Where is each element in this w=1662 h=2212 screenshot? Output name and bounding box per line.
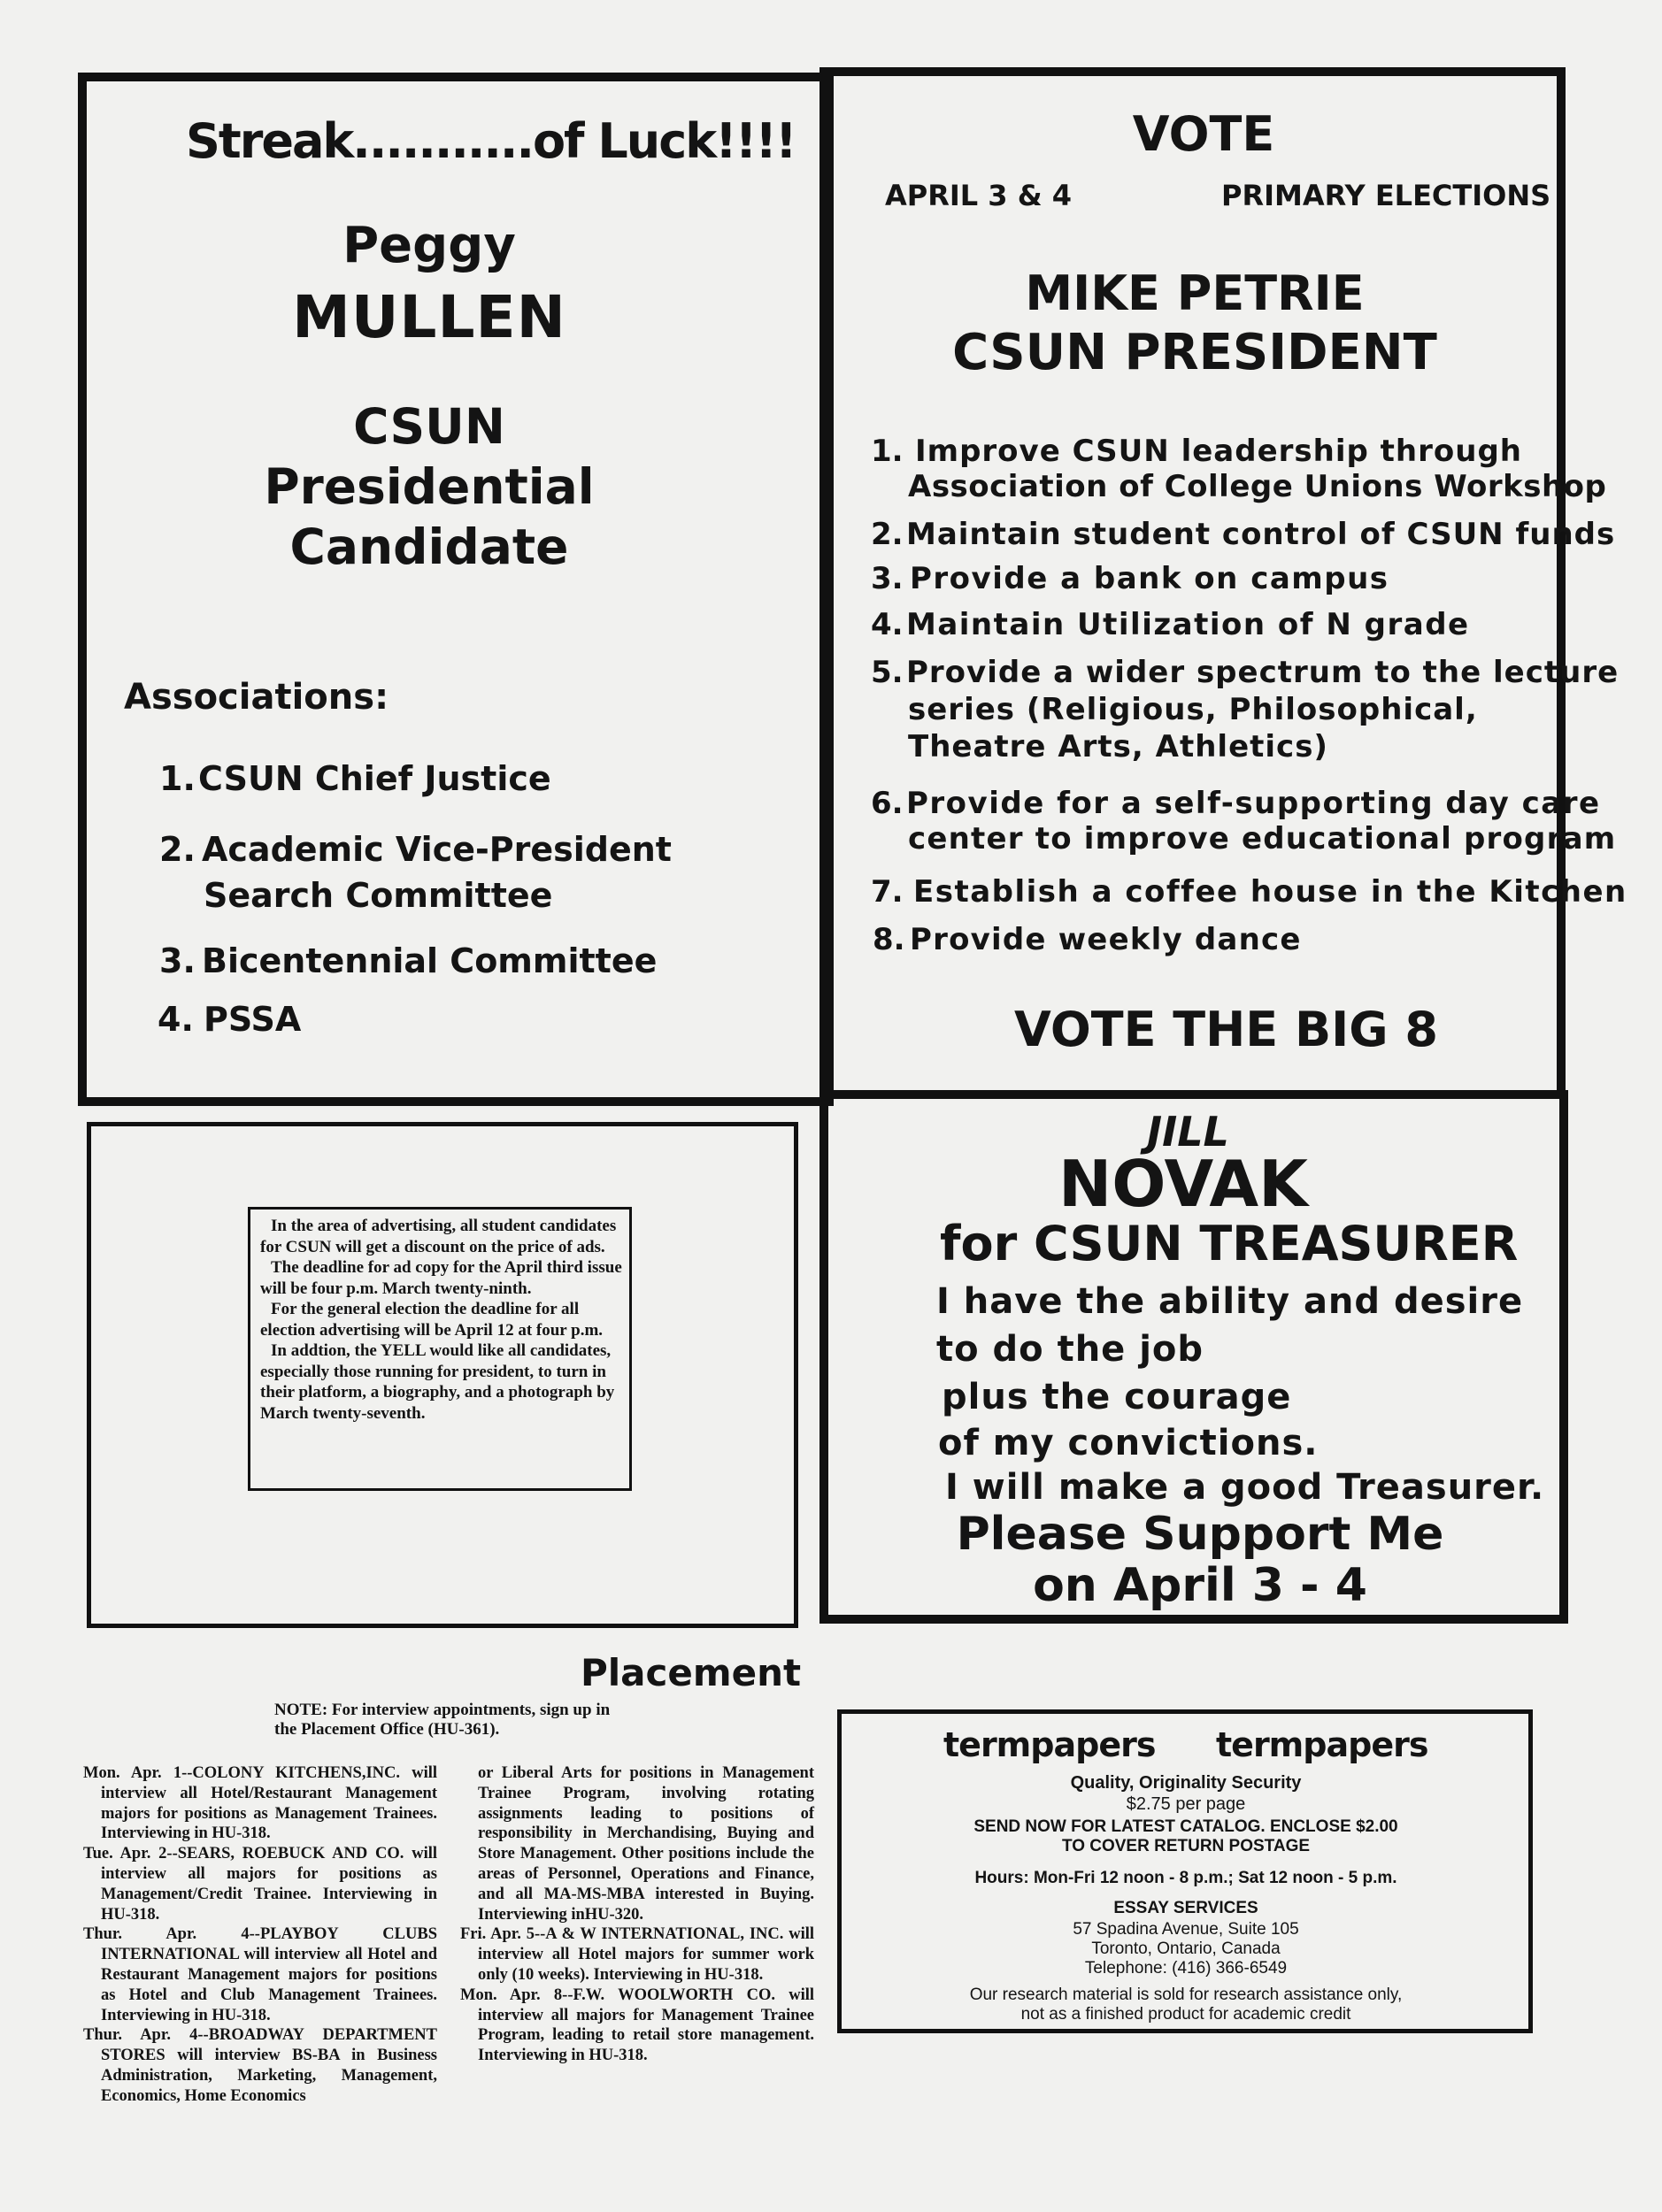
- candidate-name: MIKE PETRIE: [1025, 265, 1365, 321]
- novak-support-line-1: Please Support Me: [956, 1508, 1444, 1561]
- novak-statement-line-2: to do the job: [936, 1329, 1204, 1370]
- placement-listing: Tue. Apr. 2--SEARS, ROEBUCK AND CO. will interview all majors for positions as Management/Credit Trainee. Interviewing in HU-318.: [83, 1845, 437, 1924]
- platform-1-number: 1.: [871, 434, 904, 469]
- termpapers-disclaimer-line-1: Our research material is sold for research assistance only,: [969, 1985, 1403, 2004]
- candidate-office: CSUN PRESIDENT: [952, 324, 1437, 381]
- association-3-number: 3.: [159, 941, 196, 980]
- association-3-text: Bicentennial Committee: [202, 941, 658, 980]
- association-2-text-line-2: Search Committee: [204, 876, 553, 915]
- termpapers-address-line-2: Toronto, Ontario, Canada: [1091, 1939, 1281, 1958]
- peggy-first-name: Peggy: [342, 217, 516, 274]
- termpapers-disclaimer-line-2: not as a finished product for academic credit: [1020, 2005, 1351, 2024]
- peggy-headline: Streak...........of Luck!!!!: [186, 113, 796, 169]
- termpapers-address-line-3: Telephone: (416) 366-6549: [1084, 1959, 1288, 1978]
- novak-statement-line-1: I have the ability and desire: [936, 1281, 1524, 1322]
- associations-heading: Associations:: [124, 677, 389, 718]
- petrie-slogan: VOTE THE BIG 8: [1014, 1002, 1438, 1057]
- placement-column-1: [83, 1763, 437, 2107]
- association-4-text: PSSA: [204, 1000, 302, 1039]
- placement-listing: Mon. Apr. 8--F.W. WOOLWORTH CO. will interview all majors for Management Trainee Program, leading to retail store management. Interviewing in HU-318.: [460, 1985, 814, 2065]
- platform-1-line-1: Improve CSUN leadership through: [915, 434, 1522, 469]
- novak-first-name: JILL: [1147, 1108, 1229, 1156]
- association-1-text: CSUN Chief Justice: [198, 759, 551, 798]
- notice-paragraph-3: For the general election the deadline for all election advertising will be April 12 at four p.m.: [260, 1300, 604, 1340]
- placement-listing: Thur. Apr. 4--BROADWAY DEPARTMENT STORES will interview BS-BA in Business Administration, Marketing, Management, Economics, Home Economics: [83, 2026, 437, 2105]
- platform-2-text: Maintain student control of CSUN funds: [906, 517, 1616, 552]
- placement-listing: or Liberal Arts for positions in Management Trainee Program, involving rotating assignments leading to positions of responsibility in Merchandising, Buying and Store Management. Other positions include the areas of Personnel, Operations and Finance, and all MA-MS-MBA interested in Buying. Interviewing inHU-320.: [478, 1764, 814, 1924]
- platform-6-number: 6.: [871, 786, 904, 821]
- platform-8-number: 8.: [873, 922, 905, 957]
- platform-7-number: 7.: [871, 874, 904, 910]
- termpapers-catalog-line-2: TO COVER RETURN POSTAGE: [1061, 1837, 1311, 1855]
- notice-paragraph-2: The deadline for ad copy for the April third issue will be four p.m. March twenty-ninth.: [260, 1258, 622, 1298]
- platform-3-text: Provide a bank on campus: [910, 561, 1389, 596]
- termpapers-hours: Hours: Mon-Fri 12 noon - 8 p.m.; Sat 12 noon - 5 p.m.: [974, 1869, 1397, 1887]
- platform-1-line-2: Association of College Unions Workshop: [908, 469, 1607, 504]
- novak-support-line-2: on April 3 - 4: [1033, 1559, 1367, 1612]
- peggy-title-line-2: Presidential: [264, 458, 595, 515]
- termpapers-tagline: Quality, Originality Security: [1070, 1773, 1302, 1793]
- termpapers-catalog-line-1: SEND NOW FOR LATEST CATALOG. ENCLOSE $2.00: [973, 1817, 1398, 1836]
- platform-2-number: 2.: [871, 517, 904, 552]
- peggy-last-name: MULLEN: [292, 283, 566, 351]
- platform-5-line-2: series (Religious, Philosophical,: [908, 692, 1478, 727]
- election-dates: APRIL 3 & 4: [885, 179, 1073, 212]
- placement-heading: Placement: [581, 1651, 802, 1694]
- platform-3-number: 3.: [871, 561, 904, 596]
- election-type: PRIMARY ELECTIONS: [1221, 179, 1551, 212]
- placement-listing: Thur. Apr. 4--PLAYBOY CLUBS INTERNATIONAL will interview all Hotel and Restaurant Management majors for positions as Hotel and Club Management Trainees. Interviewing in HU-318.: [83, 1925, 437, 2024]
- advertising-notice: [260, 1216, 623, 1424]
- termpapers-address-line-1: 57 Spadina Avenue, Suite 105: [1073, 1920, 1299, 1939]
- association-2-text-line-1: Academic Vice-President: [202, 830, 672, 869]
- peggy-title-line-1: CSUN: [353, 398, 505, 455]
- termpapers-logo-left: termpapers: [943, 1725, 1156, 1764]
- vote-heading: VOTE: [1132, 106, 1275, 162]
- termpapers-logo-right: termpapers: [1216, 1725, 1428, 1764]
- platform-6-line-2: center to improve educational program: [908, 821, 1617, 856]
- peggy-title-line-3: Candidate: [289, 518, 569, 575]
- platform-5-line-1: Provide a wider spectrum to the lecture: [906, 655, 1620, 690]
- novak-statement-line-3: plus the courage: [942, 1377, 1292, 1417]
- placement-listing: Mon. Apr. 1--COLONY KITCHENS,INC. will interview all Hotel/Restaurant Management majors for positions as Management Trainees. Interviewing in HU-318.: [83, 1764, 437, 1843]
- platform-4-text: Maintain Utilization of N grade: [906, 607, 1470, 642]
- platform-5-line-3: Theatre Arts, Athletics): [908, 729, 1328, 764]
- platform-6-line-1: Provide for a self-supporting day care: [906, 786, 1601, 821]
- placement-listing: Fri. Apr. 5--A & W INTERNATIONAL, INC. will interview all Hotel majors for summer work only (10 weeks). Interviewing in HU-318.: [460, 1925, 814, 1984]
- association-2-number: 2.: [159, 830, 196, 869]
- novak-statement-line-5: I will make a good Treasurer.: [945, 1467, 1545, 1508]
- termpapers-price: $2.75 per page: [1126, 1794, 1246, 1814]
- platform-4-number: 4.: [871, 607, 904, 642]
- placement-note: NOTE: For interview appointments, sign up in the Placement Office (HU-361).: [274, 1701, 611, 1739]
- novak-office: for CSUN TREASURER: [940, 1216, 1519, 1271]
- termpapers-company: ESSAY SERVICES: [1113, 1899, 1258, 1917]
- association-1-number: 1.: [159, 759, 196, 798]
- placement-column-2: [460, 1763, 814, 2066]
- platform-5-number: 5.: [871, 655, 904, 690]
- platform-8-text: Provide weekly dance: [910, 922, 1302, 957]
- novak-statement-line-4: of my convictions.: [938, 1423, 1319, 1463]
- notice-paragraph-4: In addtion, the YELL would like all candidates, especially those running for president, to turn in their platform, a biography, and a photograph by March twenty-seventh.: [260, 1341, 615, 1423]
- association-4-number: 4.: [158, 1000, 194, 1039]
- notice-paragraph-1: In the area of advertising, all student candidates for CSUN will get a discount on the price of ads.: [260, 1217, 617, 1256]
- platform-7-text: Establish a coffee house in the Kitchen: [913, 874, 1627, 910]
- novak-last-name: NOVAK: [1058, 1147, 1308, 1221]
